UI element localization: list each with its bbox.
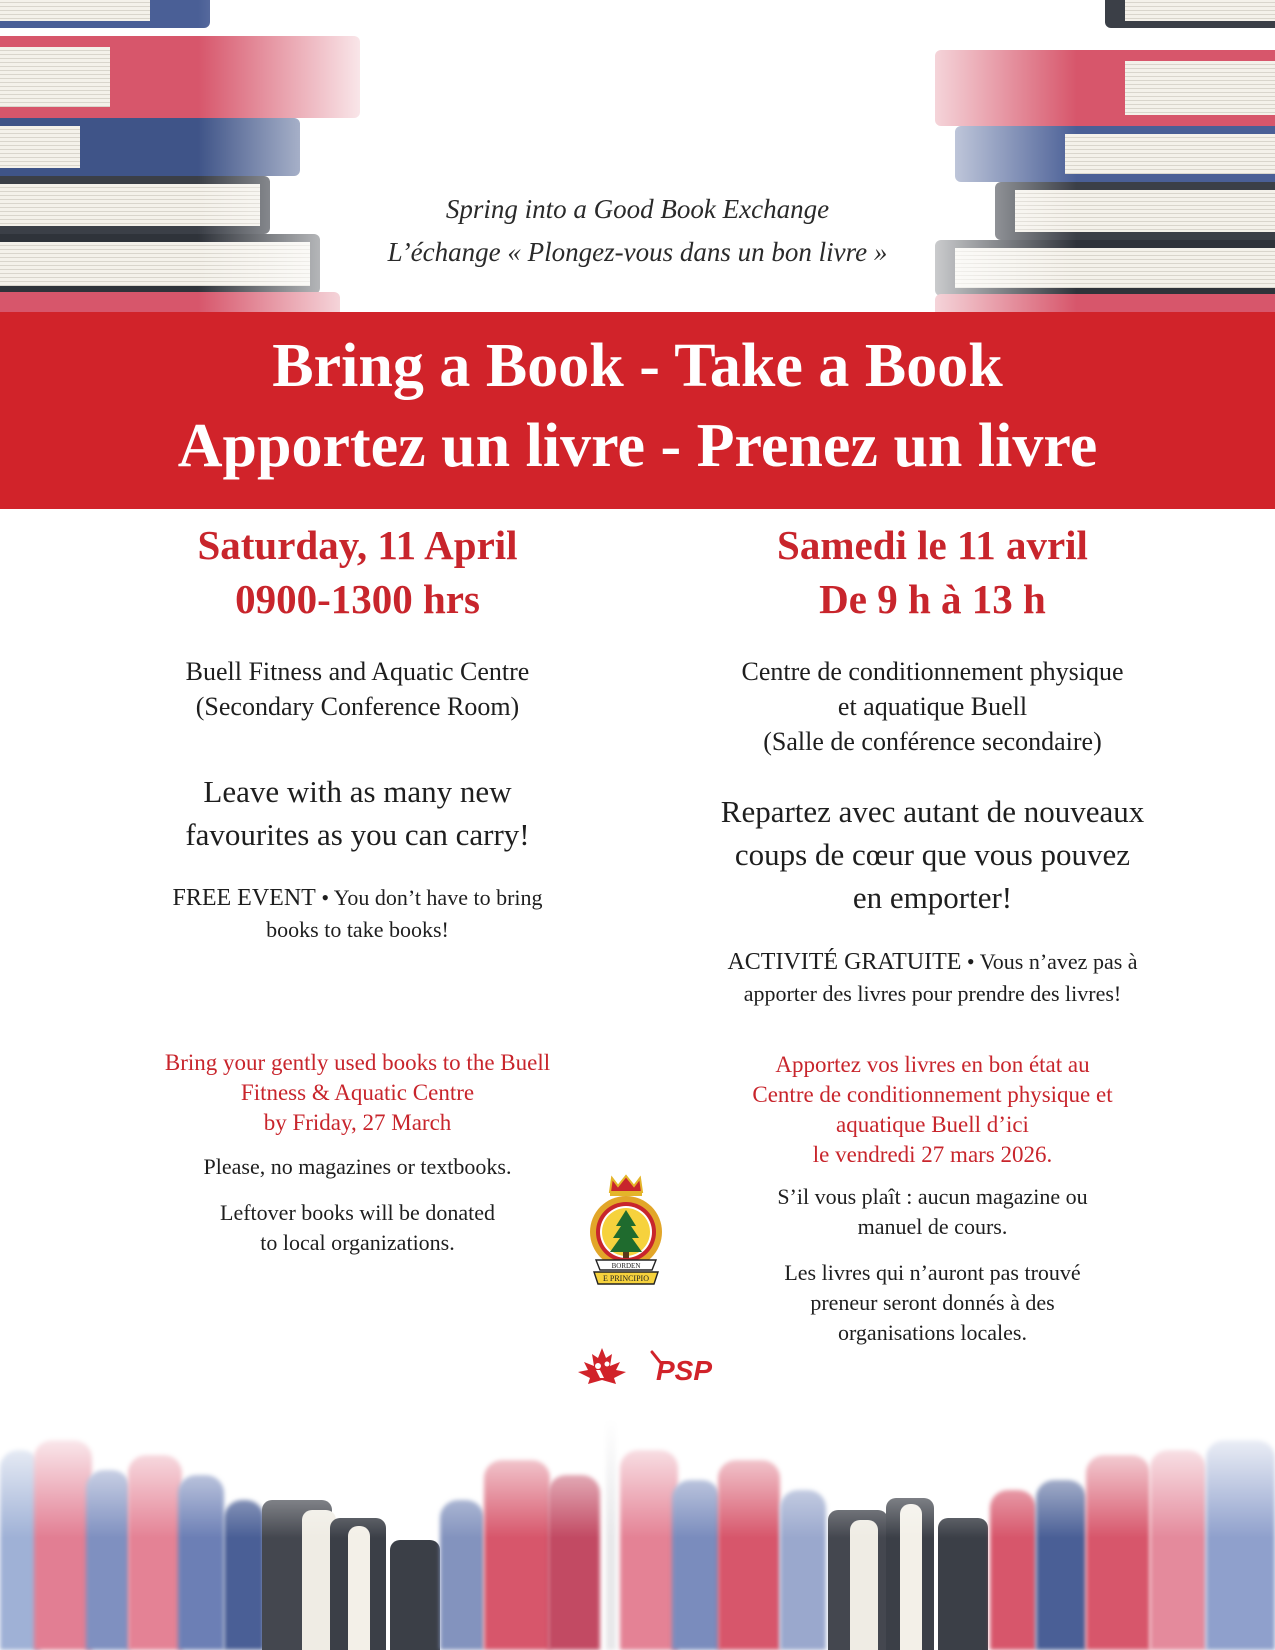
english-time: 0900-1300 hrs — [235, 576, 480, 622]
french-lead-line: Repartez avec autant de nouveaux — [720, 794, 1145, 829]
english-no-magazines-text: Please, no magazines or textbooks. — [203, 1154, 512, 1179]
french-free-caps: ACTIVITÉ GRATUITE — [727, 949, 962, 975]
borden-crest-icon — [586, 1172, 666, 1292]
french-leftover — [640, 1258, 1225, 1348]
french-note-line: aquatique Buell d’ici — [836, 1112, 1029, 1137]
english-free-caps: FREE EVENT — [172, 885, 316, 911]
english-leftover-line: to local organizations. — [260, 1230, 455, 1255]
french-leftover-line: organisations locales. — [838, 1320, 1027, 1345]
english-location-line: (Secondary Conference Room) — [195, 692, 520, 721]
english-note-line: Fitness & Aquatic Centre — [240, 1080, 475, 1105]
english-leftover — [60, 1198, 655, 1258]
french-dropoff-note — [640, 1050, 1225, 1170]
english-free-text: books to take books! — [266, 917, 449, 942]
french-leftover-line: preneur seront donnés à des — [810, 1290, 1055, 1315]
french-note-line: Apportez vos livres en bon état au — [775, 1052, 1090, 1077]
psp-logo-icon — [648, 1348, 722, 1384]
english-lead-line: favourites as you can carry! — [185, 817, 530, 852]
english-no-magazines — [60, 1152, 655, 1182]
french-no-magazines-line: S’il vous plaît : aucun magazine ou — [777, 1184, 1088, 1209]
title-banner — [0, 312, 1275, 509]
english-dropoff-note — [60, 1048, 655, 1138]
english-date-block — [60, 518, 655, 626]
french-location-line: et aquatique Buell — [837, 692, 1028, 721]
french-date-block — [640, 518, 1225, 626]
english-date: Saturday, 11 April — [197, 522, 518, 568]
french-leftover-line: Les livres qui n’auront pas trouvé — [784, 1260, 1081, 1285]
french-note-line: Centre de conditionnement physique et — [752, 1082, 1113, 1107]
english-lead-line: Leave with as many new — [203, 774, 512, 809]
french-free-text: • Vous n’avez pas à — [961, 949, 1138, 974]
english-lead — [60, 770, 655, 856]
english-free-event — [60, 882, 655, 945]
french-no-magazines — [640, 1182, 1225, 1242]
crest-ribbon-top-text: BORDEN — [611, 1262, 641, 1270]
french-time: De 9 h à 13 h — [819, 576, 1046, 622]
psp-logo-text: PSP — [656, 1355, 713, 1384]
banner-title-english: Bring a Book - Take a Book — [272, 332, 1003, 400]
french-date: Samedi le 11 avril — [777, 522, 1088, 568]
french-lead-line: coups de cœur que vous pouvez — [734, 837, 1131, 872]
french-free-text: apporter des livres pour prendre des livres! — [743, 981, 1122, 1006]
french-note-line: le vendredi 27 mars 2026. — [812, 1142, 1053, 1167]
french-location-line: Centre de conditionnement physique — [741, 657, 1124, 686]
french-location — [640, 654, 1225, 759]
french-free-event — [640, 946, 1225, 1009]
crest-ribbon-bottom-text: E PRINCIPIO — [602, 1274, 650, 1283]
english-leftover-line: Leftover books will be donated — [220, 1200, 495, 1225]
english-location — [60, 654, 655, 724]
french-lead-line: en emporter! — [852, 880, 1013, 915]
book-spines-bottom — [0, 1418, 1275, 1650]
maple-leaf-logo-icon — [576, 1346, 628, 1386]
english-note-line: by Friday, 27 March — [263, 1110, 452, 1135]
tagline-english: Spring into a Good Book Exchange — [445, 194, 830, 224]
tagline — [0, 188, 1275, 274]
french-location-line: (Salle de conférence secondaire) — [763, 727, 1102, 756]
tagline-french: L’échange « Plongez-vous dans un bon livre » — [387, 237, 888, 267]
banner-title-french: Apportez un livre - Prenez un livre — [177, 412, 1098, 480]
english-free-text: • You don’t have to bring — [315, 885, 543, 910]
french-lead — [640, 790, 1225, 919]
french-no-magazines-line: manuel de cours. — [857, 1214, 1008, 1239]
english-note-line: Bring your gently used books to the Buell — [164, 1050, 551, 1075]
english-location-line: Buell Fitness and Aquatic Centre — [185, 657, 530, 686]
